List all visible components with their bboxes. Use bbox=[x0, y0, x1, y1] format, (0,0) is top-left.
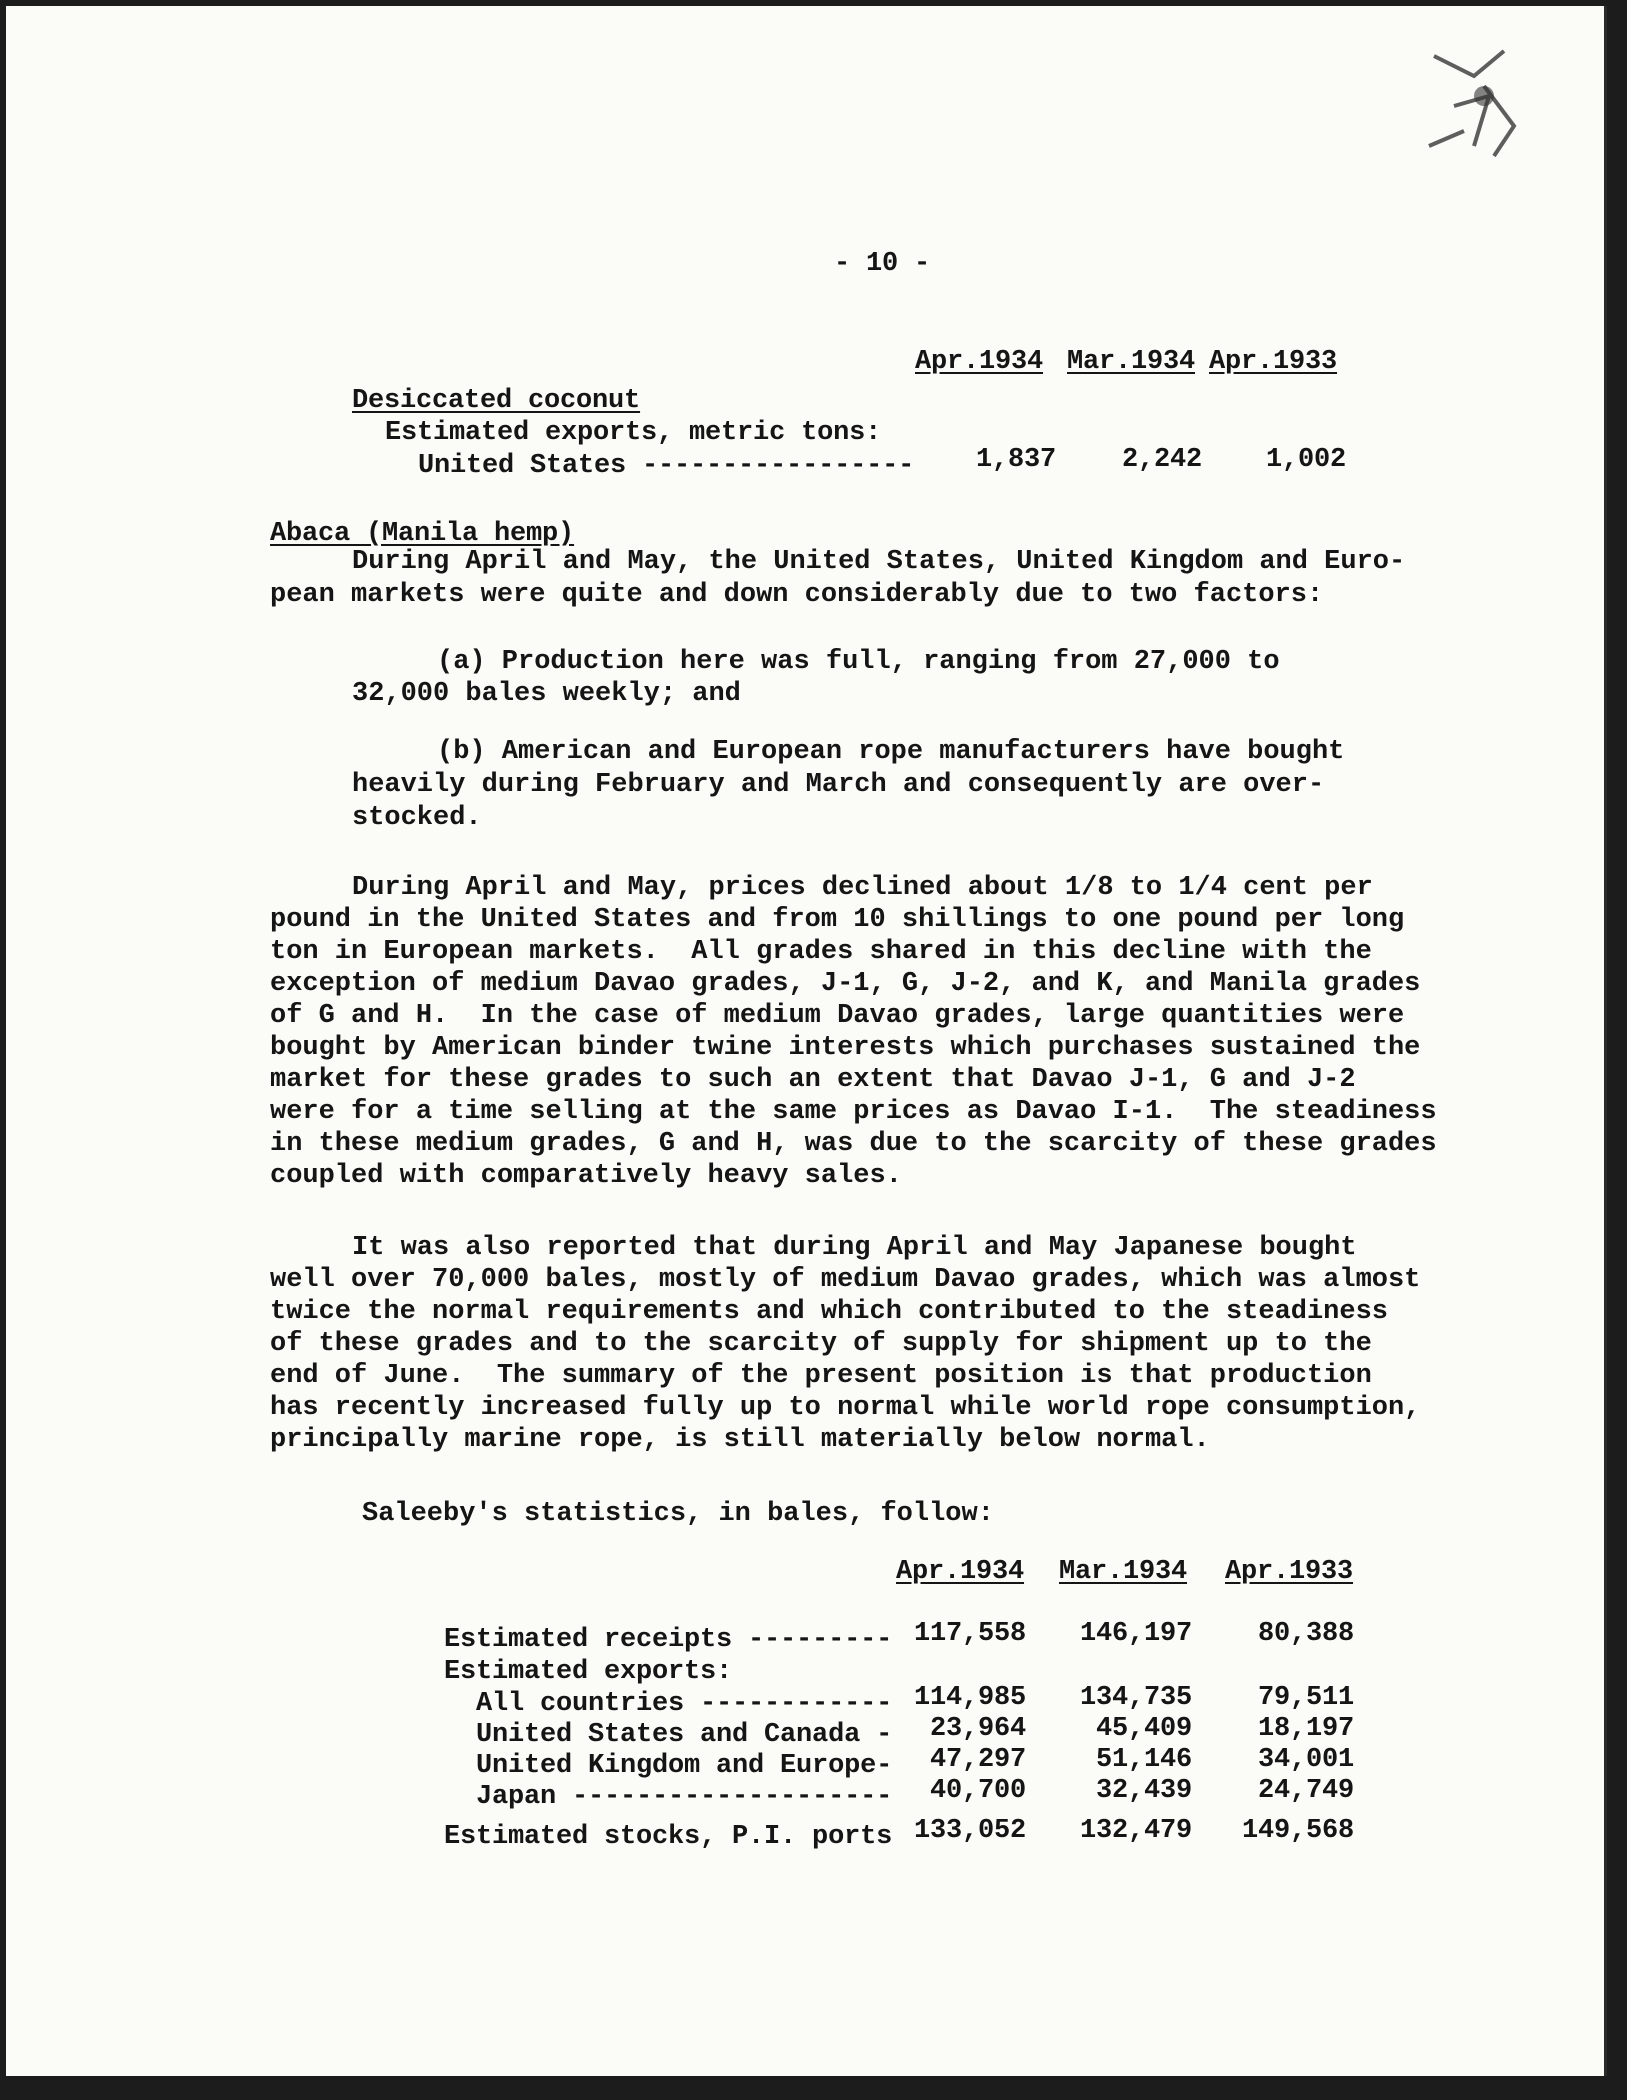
stats-cell: 133,052 bbox=[913, 1816, 1026, 1846]
stats-cell: 80,388 bbox=[1257, 1619, 1354, 1649]
stats-column-header-mar-1934: Mar.1934 bbox=[1059, 1557, 1188, 1587]
paragraph-line: has recently increased fully up to normal while world rope consumption, bbox=[270, 1393, 1421, 1423]
stats-intro: Saleeby's statistics, in bales, follow: bbox=[362, 1499, 994, 1529]
page-number: - 10 - bbox=[834, 249, 931, 279]
paragraph-line: pound in the United States and from 10 shillings to one pound per long bbox=[270, 905, 1405, 935]
stats-cell: 146,197 bbox=[1079, 1619, 1192, 1649]
document-page bbox=[6, 6, 1607, 2076]
stats-cell: 114,985 bbox=[913, 1683, 1026, 1713]
paragraph-line: principally marine rope, is still materially below normal. bbox=[270, 1425, 1210, 1455]
factor-a-line: (a) Production here was full, ranging from 27,000 to bbox=[437, 647, 1280, 677]
abaca-heading: Abaca (Manila hemp) bbox=[270, 519, 575, 549]
paragraph-line: It was also reported that during April and May Japanese bought bbox=[352, 1233, 1357, 1263]
paragraph-line: of these grades and to the scarcity of supply for shipment up to the bbox=[270, 1329, 1372, 1359]
column-header-mar-1934: Mar.1934 bbox=[1067, 347, 1196, 377]
desiccated-heading: Desiccated coconut bbox=[352, 386, 641, 416]
paragraph-line: market for these grades to such an extent that Davao J-1, G and J-2 bbox=[270, 1065, 1356, 1095]
stats-row-label: Estimated stocks, P.I. ports bbox=[444, 1822, 893, 1852]
stats-column-header-apr-1934: Apr.1934 bbox=[896, 1557, 1025, 1587]
paragraph-line: During April and May, prices declined about 1/8 to 1/4 cent per bbox=[352, 873, 1373, 903]
stats-cell: 24,749 bbox=[1257, 1776, 1354, 1806]
stats-cell: 47,297 bbox=[929, 1745, 1026, 1775]
stats-cell: 32,439 bbox=[1095, 1776, 1192, 1806]
paragraph-line: of G and H. In the case of medium Davao grades, large quantities were bbox=[270, 1001, 1405, 1031]
paragraph-line: exception of medium Davao grades, J-1, G, J-2, and K, and Manila grades bbox=[270, 969, 1421, 999]
paragraph-line: end of June. The summary of the present position is that production bbox=[270, 1361, 1372, 1391]
desiccated-row-label: United States ----------------- bbox=[418, 451, 915, 481]
ink-smudge-mark bbox=[1414, 36, 1534, 176]
stats-cell: 134,735 bbox=[1079, 1683, 1192, 1713]
abaca-intro-line: During April and May, the United States, United Kingdom and Euro- bbox=[352, 547, 1406, 577]
paragraph-line: bought by American binder twine interests which purchases sustained the bbox=[270, 1033, 1421, 1063]
stats-cell: 45,409 bbox=[1095, 1714, 1192, 1744]
stats-row-label: All countries ------------ bbox=[444, 1689, 893, 1719]
stats-cell: 149,568 bbox=[1241, 1816, 1354, 1846]
desiccated-value-apr-1933: 1,002 bbox=[1265, 445, 1346, 475]
factor-b-line: heavily during February and March and consequently are over- bbox=[352, 770, 1325, 800]
stats-cell: 18,197 bbox=[1257, 1714, 1354, 1744]
desiccated-value-apr-1934: 1,837 bbox=[975, 445, 1056, 475]
paragraph-line: were for a time selling at the same prices as Davao I-1. The steadiness bbox=[270, 1097, 1437, 1127]
paragraph-line: twice the normal requirements and which contributed to the steadiness bbox=[270, 1297, 1388, 1327]
stats-cell: 132,479 bbox=[1079, 1816, 1192, 1846]
factor-b-line: (b) American and European rope manufacturers have bought bbox=[437, 737, 1345, 767]
paragraph-line: coupled with comparatively heavy sales. bbox=[270, 1161, 902, 1191]
stats-cell: 23,964 bbox=[929, 1714, 1026, 1744]
stats-cell: 79,511 bbox=[1257, 1683, 1354, 1713]
stats-row-label: United Kingdom and Europe- bbox=[444, 1751, 893, 1781]
desiccated-subheading: Estimated exports, metric tons: bbox=[385, 418, 882, 448]
column-header-apr-1934: Apr.1934 bbox=[915, 347, 1044, 377]
stats-cell: 34,001 bbox=[1257, 1745, 1354, 1775]
stats-row-label: Estimated exports: bbox=[444, 1657, 733, 1687]
stats-row-label: United States and Canada - bbox=[444, 1720, 893, 1750]
desiccated-value-mar-1934: 2,242 bbox=[1121, 445, 1202, 475]
stats-row-label: Estimated receipts --------- bbox=[444, 1625, 893, 1655]
column-header-apr-1933: Apr.1933 bbox=[1209, 347, 1338, 377]
stats-cell: 117,558 bbox=[913, 1619, 1026, 1649]
paragraph-line: in these medium grades, G and H, was due to the scarcity of these grades bbox=[270, 1129, 1437, 1159]
abaca-intro-line: pean markets were quite and down considerably due to two factors: bbox=[270, 580, 1324, 610]
stats-column-header-apr-1933: Apr.1933 bbox=[1225, 1557, 1354, 1587]
paragraph-line: ton in European markets. All grades shared in this decline with the bbox=[270, 937, 1372, 967]
paragraph-line: well over 70,000 bales, mostly of medium Davao grades, which was almost bbox=[270, 1265, 1421, 1295]
stats-cell: 51,146 bbox=[1095, 1745, 1192, 1775]
stats-cell: 40,700 bbox=[929, 1776, 1026, 1806]
stats-row-label: Japan -------------------- bbox=[444, 1782, 893, 1812]
factor-b-line: stocked. bbox=[352, 803, 482, 833]
factor-a-line: 32,000 bales weekly; and bbox=[352, 679, 741, 709]
